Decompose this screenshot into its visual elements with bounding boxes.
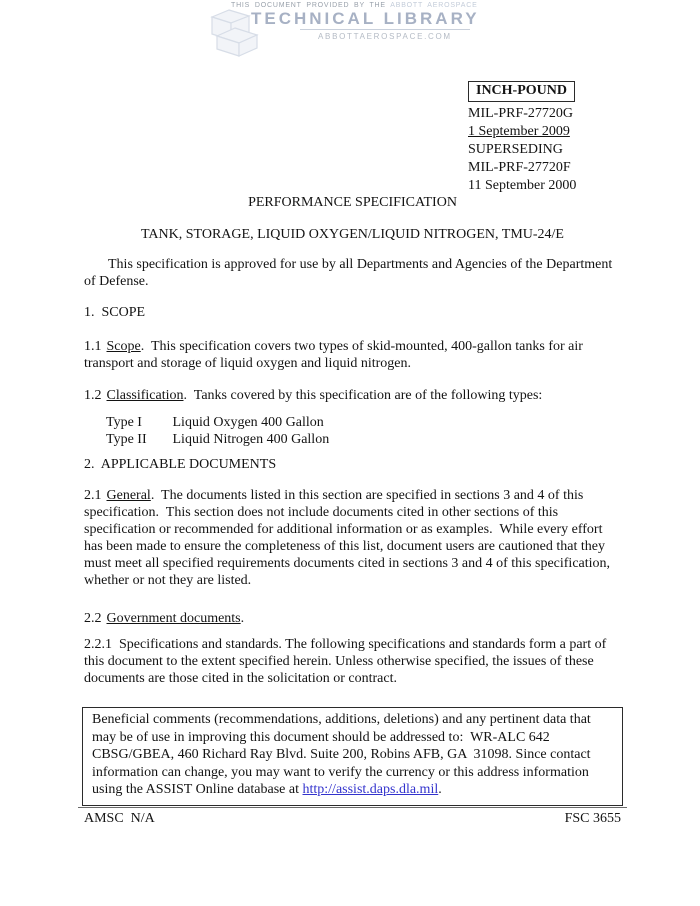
doc-type-heading: PERFORMANCE SPECIFICATION [248,195,457,210]
amsc-number: AMSC N/A [84,811,155,826]
watermark-underline [300,29,470,30]
watermark-brand: ABBOTT AEROSPACE [390,2,478,9]
watermark-site: ABBOTTAEROSPACE.COM [318,32,452,41]
footer-rule [78,807,627,808]
spec-number: MIL-PRF-27720G [468,106,574,121]
comment-text-end: . [438,782,442,798]
superseding-label: SUPERSEDING [468,142,563,157]
page-title: TANK, STORAGE, LIQUID OXYGEN/LIQUID NITROGEN, TMU-24/E [141,227,564,242]
superseded-spec-date: 11 September 2000 [468,178,577,193]
spec-date: 1 September 2009 [468,124,570,139]
section-2-heading: 2. APPLICABLE DOCUMENTS [84,457,277,472]
assist-database-link[interactable]: http://assist.daps.dla.mil [302,782,439,798]
paragraph-number: 1.2 [84,388,102,403]
paragraph-1-1 [84,338,621,372]
type-description: Liquid Oxygen 400 Gallon [172,415,324,430]
paragraph-text: . Tanks covered by this specification are of the following types: [183,388,543,403]
inch-pound-box: INCH-POUND [468,81,575,102]
superseded-spec-number: MIL-PRF-27720F [468,160,571,175]
watermark-logotype: TECHNICAL LIBRARY [251,9,480,28]
paragraph-number: 2.2 [84,611,102,626]
paragraph-2-1 [84,487,621,589]
approval-paragraph: This specification is approved for use by all Departments and Agencies of the Department of Defense. [84,257,616,289]
section-1-heading: 1. SCOPE [84,305,146,320]
paragraph-2-2 [84,610,621,627]
type-list [84,414,621,448]
paragraph-1-2 [84,387,621,404]
type-description: Liquid Nitrogen 400 Gallon [172,432,330,447]
paragraph-term: Government documents [106,611,241,626]
paragraph-text: . [240,611,245,626]
paragraph-text: . This specification covers two types of skid-mounted, 400-gallon tanks for air transport and storage of liquid oxygen and liquid nitrogen. [84,339,587,371]
paragraph-term: Scope [106,339,141,354]
paragraph-number: 2.1 [84,488,102,503]
beneficial-comments-box [82,707,623,806]
type-designator: Type I [106,415,142,430]
doc-identification-block [468,81,576,195]
fsc-number: FSC 3655 [564,811,621,826]
paragraph-number: 1.1 [84,339,102,354]
footer [84,811,621,827]
comment-text: Beneficial comments (recommendations, additions, deletions) and any pertinent data that may be of use in improving this document should be addressed to: WR-ALC 642 CBSG/GBEA, 460 Richard Ray Blvd. Suite 200, Robins AFB, GA 31098. Since contact information can change, you may want to verify the currency or this address information using the ASSIST Online database at [92,712,595,798]
paragraph-term: General [106,488,151,503]
paragraph-term: Classification [106,388,184,403]
type-designator: Type II [106,432,147,447]
paragraph-text: . The documents listed in this section are specified in sections 3 and 4 of this specification. This section does not include documents cited in other sections of this specification or recommended for additional information or as examples. While every effort has been made to ensure the completeness of this list, document users are cautioned that they must meet all specified requirements documents cited in sections 3 and 4 of this specification, whether or not they are listed. [84,488,614,588]
type-row [106,431,621,448]
abbott-watermark [205,0,495,66]
type-row [106,414,621,431]
paragraph-2-2-1: 2.2.1 Specifications and standards. The following specifications and standards form a part of this document to the extent specified herein. Unless otherwise specified, the issues of these documents are those cited in the solicitation or contract. [84,637,610,686]
watermark-provided-by: THIS DOCUMENT PROVIDED BY THE ABBOTT AEROSPACE [231,2,478,9]
